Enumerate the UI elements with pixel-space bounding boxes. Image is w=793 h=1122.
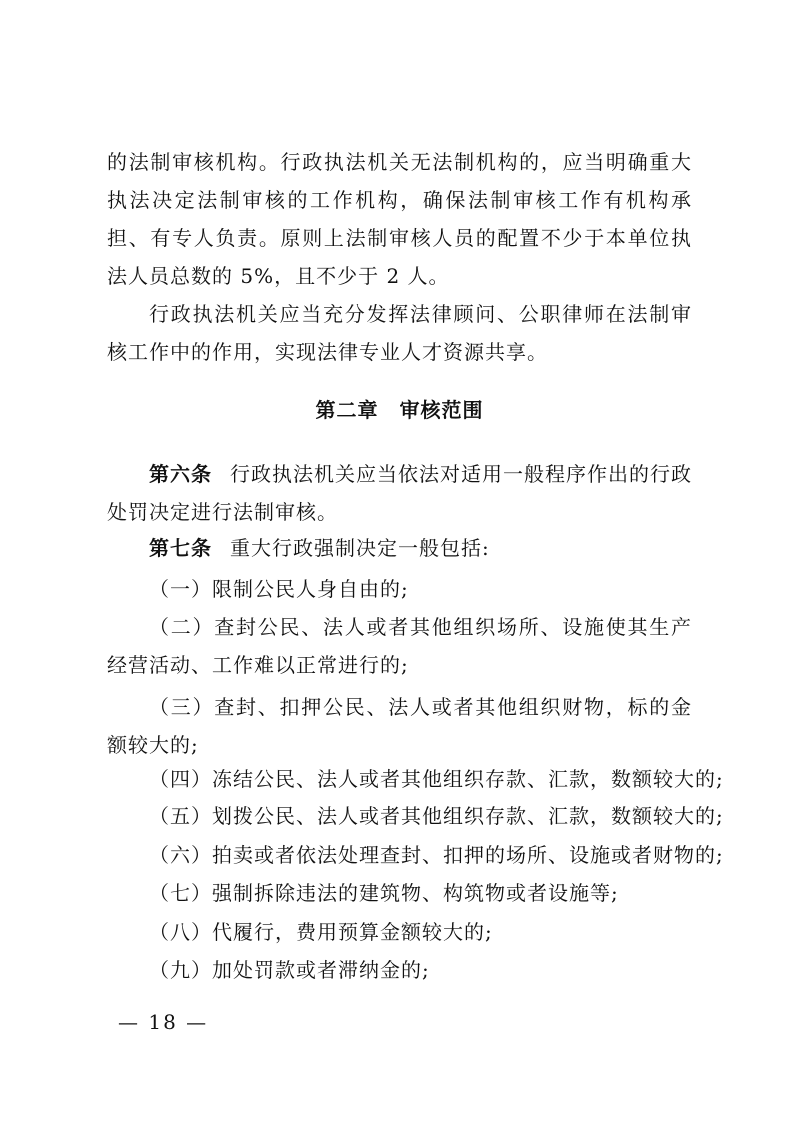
article-7 <box>149 533 692 563</box>
article-6-text: 行政执法机关应当依法对适用一般程序作出的行政处罚决定进行法制审核。 <box>107 462 692 524</box>
list-item-5: （五）划拨公民、法人或者其他组织存款、汇款，数额较大的; <box>149 804 724 828</box>
list-item-8: （八）代履行，费用预算金额较大的; <box>149 920 493 944</box>
list-item-6: （六）拍卖或者依法处理查封、扣押的场所、设施或者财物的; <box>149 843 724 867</box>
list-item-2: （二）查封公民、法人或者其他组织场所、设施使其生产经营活动、工作难以正常进行的; <box>107 615 692 677</box>
article-6 <box>107 455 692 531</box>
list-item-1: （一）限制公民人身自由的; <box>149 577 409 601</box>
list-item-7: （七）强制拆除违法的建筑物、构筑物或者设施等; <box>149 881 619 905</box>
article-6-heading: 第六条 <box>149 462 212 486</box>
article-7-heading: 第七条 <box>149 536 212 560</box>
page-number: — 18 — <box>118 1010 209 1034</box>
list-item-9: （九）加处罚款或者滞纳金的; <box>149 958 430 982</box>
list-item-4: （四）冻结公民、法人或者其他组织存款、汇款，数额较大的; <box>149 767 724 791</box>
list-item-3: （三）查封、扣押公民、法人或者其他组织财物，标的金额较大的; <box>107 695 692 757</box>
body-paragraph-1: 的法制审核机构。行政执法机关无法制机构的，应当明确重大执法决定法制审核的工作机构，确保法制审核工作有机构承担、有专人负责。原则上法制审核人员的配置不少于本单位执法人员总数的 5%，且不少于 2 人。 <box>107 150 692 288</box>
body-paragraph-2: 行政执法机关应当充分发挥法律顾问、公职律师在法制审核工作中的作用，实现法律专业人才资源共享。 <box>107 302 692 364</box>
article-7-text: 重大行政强制决定一般包括: <box>230 536 490 560</box>
chapter-title: 第二章 审核范围 <box>315 398 484 422</box>
